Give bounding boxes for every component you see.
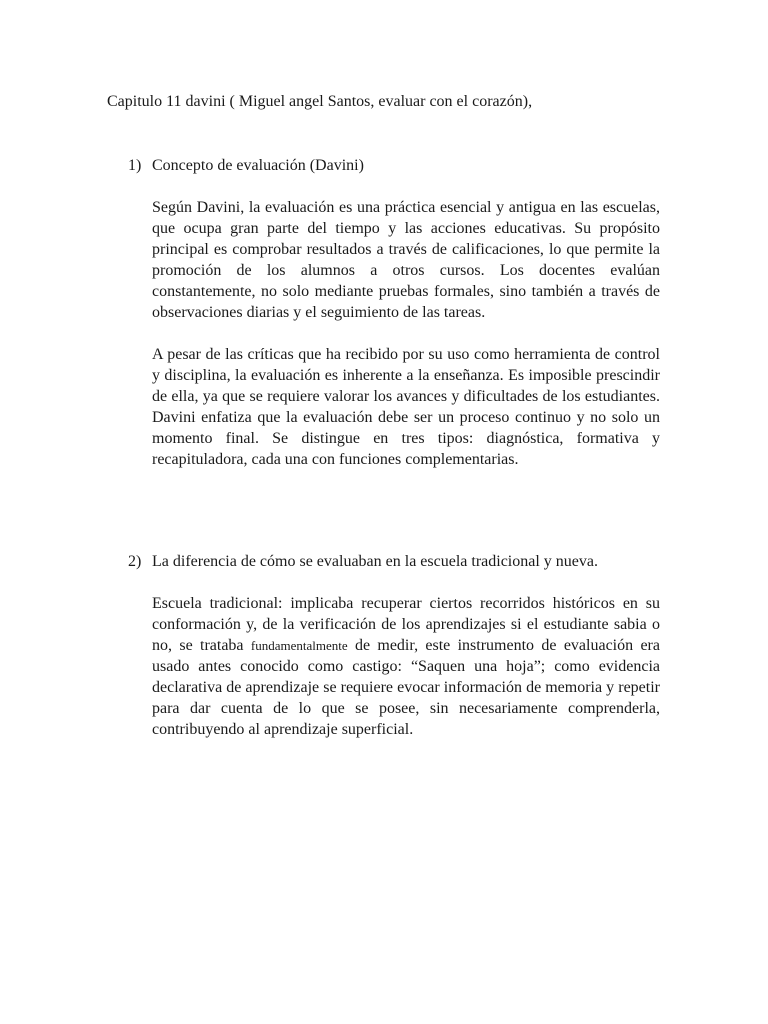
- section-heading: [128, 551, 668, 572]
- document-title: Capitulo 11 davini ( Miguel angel Santos, evaluar con el corazón),: [107, 93, 533, 110]
- paragraph: Según Davini, la evaluación es una práctica esencial y antigua en las escuelas, que ocupa gran parte del tiempo y las acciones educativas. Su propósito principal es comprobar resultados a través de calificaciones, lo que permite la promoción de los alumnos a otros cursos. Los docentes evalúan constantemente, no solo mediante pruebas formales, sino también a través de observaciones diarias y el seguimiento de las tareas.: [152, 199, 660, 321]
- paragraph-text: de medir, este instrumento de evaluación era usado antes conocido como castigo: “Saquen una hoja”; como evidencia declarativa de aprendizaje se requiere evocar información de memoria y repetir para dar cuenta de lo que se posee, sin necesariamente comprenderla, contribuyendo al aprendizaje superficial.: [152, 637, 660, 738]
- paragraph: A pesar de las críticas que ha recibido por su uso como herramienta de control y disciplina, la evaluación es inherente a la enseñanza. Es imposible prescindir de ella, ya que se requiere valorar los avances y dificultades de los estudiantes. Davini enfatiza que la evaluación debe ser un proceso continuo y no solo un momento final. Se distingue en tres tipos: diagnóstica, formativa y recapituladora, cada una con funciones complementarias.: [152, 346, 660, 468]
- section-heading: [128, 155, 668, 176]
- section-number: 1): [128, 157, 142, 174]
- paragraph-small-word: fundamentalmente: [250, 638, 348, 653]
- section-heading-text: Concepto de evaluación (Davini): [152, 157, 364, 174]
- section-number: 2): [128, 553, 142, 570]
- section-diferencia-evaluacion: [128, 551, 668, 756]
- paragraph-escuela-tradicional: [152, 593, 660, 740]
- paragraph-text: Escuela tradicional: implicaba recuperar ciertos recorridos históricos en su conformación y, de la verificación de los aprendizajes si el estudiante sabia o no, se trataba: [152, 595, 660, 654]
- section-heading-text: La diferencia de cómo se evaluaban en la escuela tradicional y nueva.: [152, 553, 598, 570]
- section-concepto-evaluacion: [128, 155, 668, 486]
